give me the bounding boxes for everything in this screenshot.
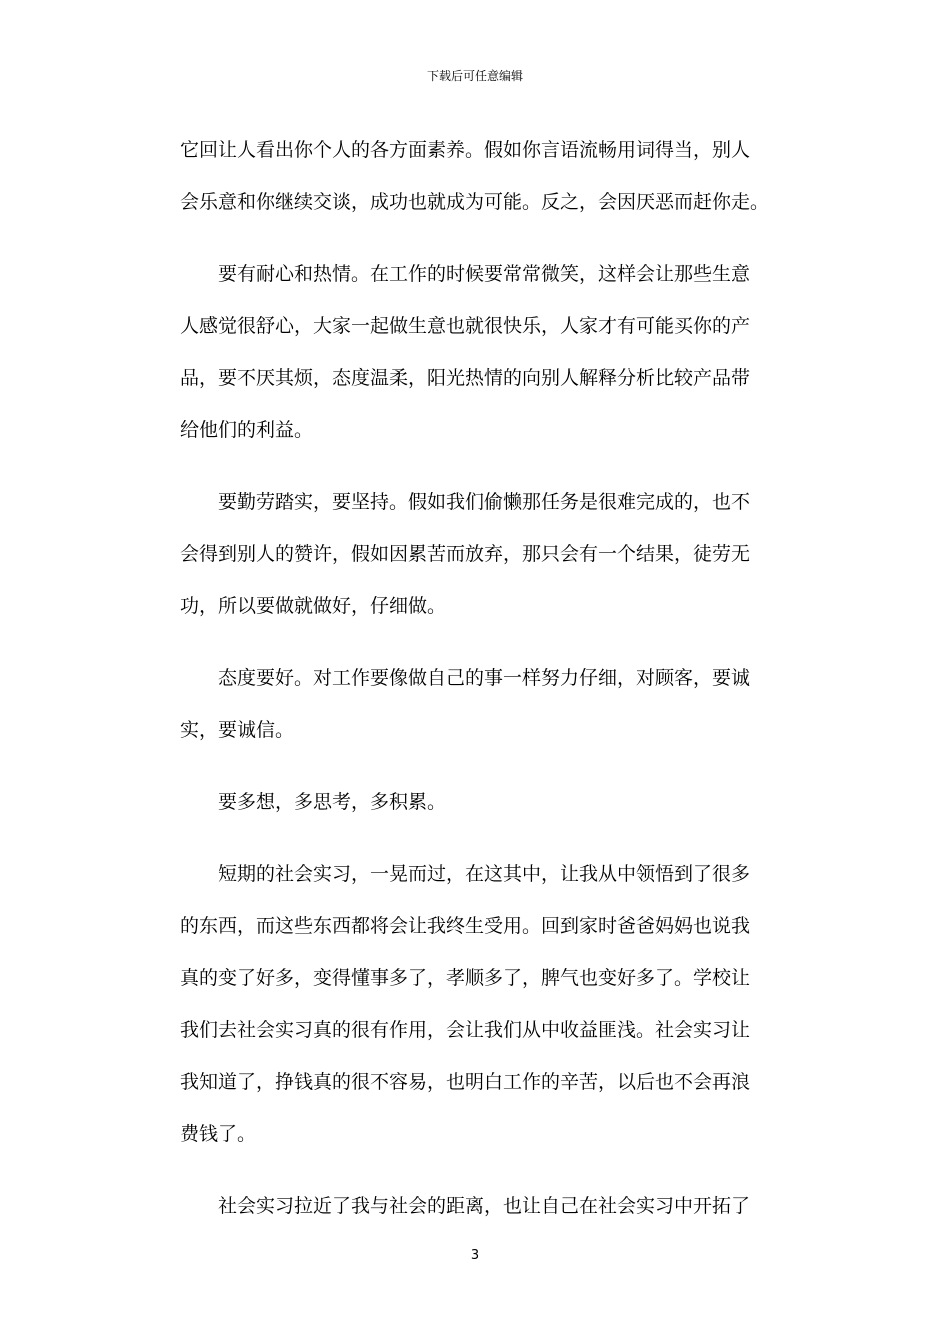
text-line: 会乐意和你继续交谈，成功也就成为可能。反之，会因厌恶而赶你走。 (180, 191, 770, 213)
text-line: 我们去社会实习真的很有作用，会让我们从中收益匪浅。社会实习让 (180, 1019, 751, 1041)
text-line: 实，要诚信。 (180, 719, 295, 741)
text-line: 短期的社会实习，一晃而过，在这其中，让我从中领悟到了很多 (218, 863, 751, 885)
paragraph (180, 652, 770, 756)
text-line: 的东西，而这些东西都将会让我终生受用。回到家时爸爸妈妈也说我 (180, 915, 751, 937)
text-line: 品，要不厌其烦，态度温柔，阳光热情的向别人解释分析比较产品带 (180, 367, 751, 389)
text-line: 给他们的利益。 (180, 419, 314, 441)
paragraph (180, 124, 770, 228)
text-line: 费钱了。 (180, 1123, 257, 1145)
paragraph (180, 248, 770, 456)
text-line: 要多想，多思考，多积累。 (218, 791, 447, 813)
text-line: 社会实习拉近了我与社会的距离，也让自己在社会实习中开拓了 (218, 1195, 751, 1217)
text-line: 功，所以要做就做好，仔细做。 (180, 595, 447, 617)
text-line: 要有耐心和热情。在工作的时候要常常微笑，这样会让那些生意 (218, 263, 751, 285)
text-line: 它回让人看出你个人的各方面素养。假如你言语流畅用词得当，别人 (180, 139, 751, 161)
paragraph (180, 476, 770, 632)
document-body (180, 124, 770, 1252)
paragraph (180, 1180, 770, 1232)
paragraph (180, 776, 770, 828)
text-line: 我知道了，挣钱真的很不容易，也明白工作的辛苦，以后也不会再浪 (180, 1071, 751, 1093)
text-line: 会得到别人的赞许，假如因累苦而放弃，那只会有一个结果，徒劳无 (180, 543, 751, 565)
page-header: 下载后可任意编辑 (426, 69, 523, 83)
text-line: 要勤劳踏实，要坚持。假如我们偷懒那任务是很难完成的，也不 (218, 491, 751, 513)
page-number: 3 (470, 1248, 480, 1263)
paragraph (180, 848, 770, 1160)
text-line: 态度要好。对工作要像做自己的事一样努力仔细，对顾客，要诚 (218, 667, 751, 689)
text-line: 人感觉很舒心，大家一起做生意也就很快乐，人家才有可能买你的产 (180, 315, 751, 337)
text-line: 真的变了好多，变得懂事多了，孝顺多了，脾气也变好多了。学校让 (180, 967, 751, 989)
